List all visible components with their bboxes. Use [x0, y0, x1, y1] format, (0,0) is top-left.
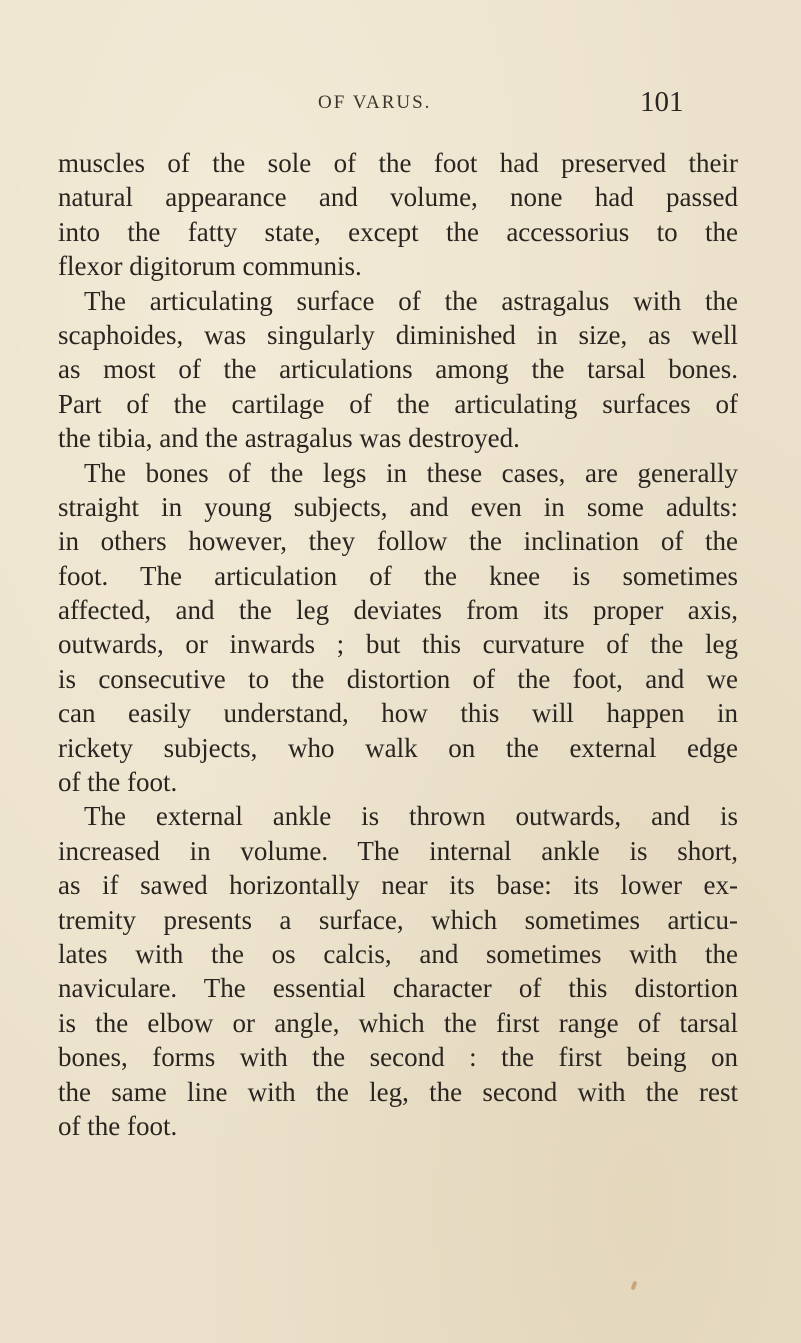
text-line: The bones of the legs in these cases, are generally	[84, 457, 738, 488]
text-line: bones, forms with the second : the first being on	[58, 1042, 738, 1073]
text-line: natural appearance and volume, none had passed	[58, 182, 738, 213]
text-line: lates with the os calcis, and sometimes with the	[58, 938, 738, 969]
text-line: is the elbow or angle, which the first range of tarsal	[58, 1007, 738, 1038]
text-line: outwards, or inwards ; but this curvature of the leg	[58, 629, 738, 660]
text-line: scaphoides, was singularly diminished in size, as well	[58, 319, 738, 350]
text-line: can easily understand, how this will happen in	[58, 698, 738, 729]
text-line: affected, and the leg deviates from its proper axis,	[58, 595, 738, 626]
body-text	[58, 146, 738, 1143]
text-line: into the fatty state, except the accessorius to the	[58, 216, 738, 247]
text-line: in others however, they follow the inclination of the	[58, 526, 738, 557]
text-line: of the foot.	[58, 767, 178, 798]
text-line: The articulating surface of the astragalus with the	[84, 285, 738, 316]
text-line: increased in volume. The internal ankle is short,	[58, 835, 738, 866]
text-line: foot. The articulation of the knee is sometimes	[58, 560, 738, 591]
text-line: Part of the cartilage of the articulating surfaces of	[58, 388, 738, 419]
running-head: OF VARUS.	[318, 92, 432, 113]
text-line: rickety subjects, who walk on the external edge	[58, 732, 738, 763]
text-line: straight in young subjects, and even in some adults:	[58, 491, 738, 522]
text-line: as most of the articulations among the tarsal bones.	[58, 354, 738, 385]
text-line: of the foot.	[58, 1110, 178, 1141]
text-line: is consecutive to the distortion of the foot, and we	[58, 663, 738, 694]
text-line: muscles of the sole of the foot had preserved their	[58, 148, 738, 178]
page-number: 101	[640, 86, 684, 118]
text-line: flexor digitorum communis.	[58, 251, 362, 282]
text-line: naviculare. The essential character of this distortion	[58, 973, 738, 1004]
text-line: tremity presents a surface, which sometimes articu-	[58, 904, 738, 935]
ink-smudge	[631, 1281, 638, 1291]
text-line: the same line with the leg, the second with the rest	[58, 1076, 738, 1107]
text-line: The external ankle is thrown outwards, and is	[84, 801, 738, 832]
page-header	[0, 88, 801, 128]
text-line: as if sawed horizontally near its base: its lower ex-	[58, 870, 738, 901]
text-line: the tibia, and the astragalus was destroyed.	[58, 423, 520, 454]
